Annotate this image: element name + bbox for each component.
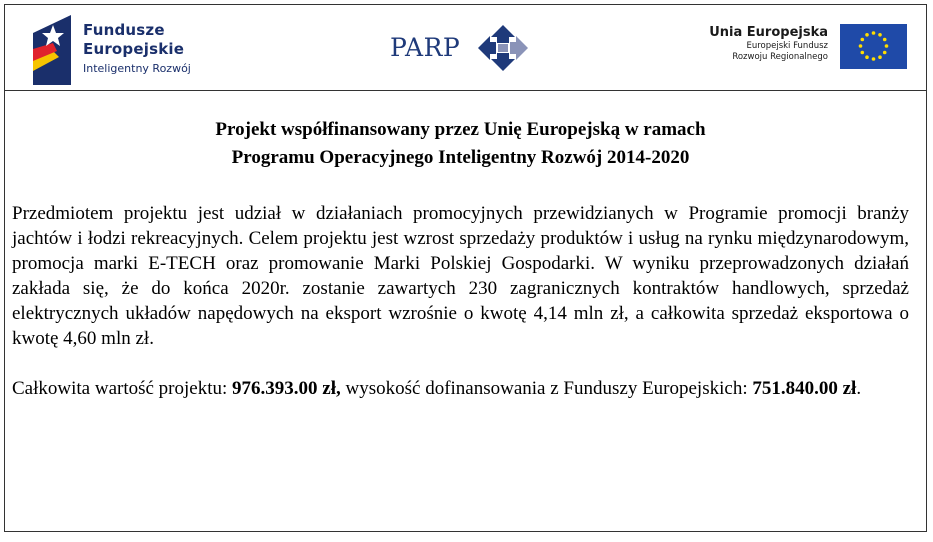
fe-line2: Europejskie [83, 40, 185, 58]
title-line2: Programu Operacyjnego Inteligentny Rozwój 2014-2020 [231, 147, 690, 168]
unia-europejska-text [709, 24, 828, 63]
total-value: 976.393.00 zł, [232, 378, 341, 399]
funding-end: . [856, 378, 862, 399]
cofinancing-value: 751.840.00 zł [752, 378, 857, 399]
parp-logo [390, 23, 530, 75]
title-line1: Projekt współfinansowany przez Unię Europejską w ramach [215, 119, 706, 140]
eu-sub2: Rozwoju Regionalnego [732, 52, 828, 62]
project-description: Przedmiotem projektu jest udział w działaniach promocyjnych przewidzianych w Programie promocji branży jachtów i łodzi rekreacyjnych. Celem projektu jest wzrost sprzedaży produktów i usług na rynku międzynarodowym, promocja marki E-TECH oraz promowanie Marki Polskiej Gospodarki. W wyniku przeprowadzonych działań zakłada się, że do końca 2020r. zostanie zawartych 230 zagranicznych kontraktów handlowych, sprzedaż elektrycznych układów napędowych na eksport wzrośnie o kwotę 4,14 mln zł, a całkowita sprzedaż eksportowa o kwotę 4,60 mln zł. [12, 203, 909, 349]
fundusze-europejskie-emblem [31, 13, 75, 85]
notice-title [12, 116, 909, 172]
fe-line3: Inteligentny Rozwój [83, 62, 191, 75]
notice-content [12, 116, 909, 401]
eu-title: Unia Europejska [709, 25, 828, 40]
fundusze-europejskie-text [83, 21, 191, 77]
fe-line1: Fundusze [83, 21, 165, 39]
logo-header [5, 5, 926, 91]
eu-flag-icon [840, 24, 907, 69]
cofinancing-label: wysokość dofinansowania z Funduszy Europejskich: [345, 378, 748, 399]
total-label: Całkowita wartość projektu: [12, 378, 228, 399]
eu-sub1: Europejski Fundusz [746, 41, 828, 51]
parp-logo-text: PARP [390, 33, 461, 62]
parp-arrows-icon [478, 25, 528, 71]
fundusze-europejskie-logo [31, 13, 221, 87]
funding-summary [12, 376, 909, 401]
